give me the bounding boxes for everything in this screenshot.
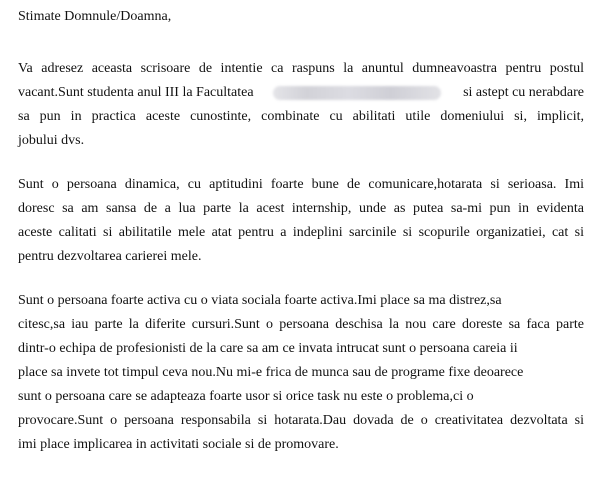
text-line-segment: vacant.Sunt studenta anul III la Facultatea: [18, 85, 254, 100]
text-line: citesc,sa iau parte la diferite cursuri.Sunt o persoana deschisa la nou care doreste sa faca parte: [18, 317, 584, 332]
text-line: Sunt o persoana dinamica, cu aptitudini foarte bune de comunicare,hotarata si serioasa. Imi: [18, 177, 584, 192]
text-line: Va adresez aceasta scrisoare de intentie ca raspuns la anuntul dumneavoastra pentru postul: [18, 61, 584, 76]
text-line-segment: si astept cu nerabdare: [463, 85, 584, 100]
paragraph-personality: [18, 289, 584, 457]
letter-greeting: Stimate Domnule/Doamna,: [18, 9, 172, 24]
text-line: doresc sa am sansa de a lua parte la acest internship, unde as putea sa-mi pun in evidenta: [18, 201, 584, 216]
text-line: dintr-o echipa de profesionisti de la care sa am ce invata intrucat sunt o persoana careia ii: [18, 341, 518, 356]
text-line: provocare.Sunt o persoana responsabila si hotarata.Dau dovada de o creativitatea dezvoltata si: [18, 413, 584, 428]
paragraph-qualities: [18, 173, 584, 269]
text-line-with-redaction: [18, 81, 584, 105]
paragraph-intro: [18, 57, 584, 153]
text-line: place sa invete tot timpul ceva nou.Nu mi-e frica de munca sau de programe fixe deoarece: [18, 365, 524, 380]
text-line: Sunt o persoana foarte activa cu o viata sociala foarte activa.Imi place sa ma distrez,sa: [18, 293, 502, 308]
text-line: jobului dvs.: [18, 133, 85, 148]
text-line: sa pun in practica aceste cunostinte, combinate cu abilitati utile domeniului si, implicit,: [18, 109, 584, 124]
text-line: imi place implicarea in activitati sociale si de promovare.: [18, 437, 339, 452]
text-line: sunt o persoana care se adapteaza foarte usor si orice task nu este o problema,ci o: [18, 389, 474, 404]
text-line: aceste calitati si abilitatile mele atat pentru a indeplini sarcinile si scopurile organizatiei, cat si: [18, 225, 584, 240]
redacted-faculty-name: [273, 86, 441, 100]
text-line: pentru dezvoltarea carierei mele.: [18, 249, 202, 264]
